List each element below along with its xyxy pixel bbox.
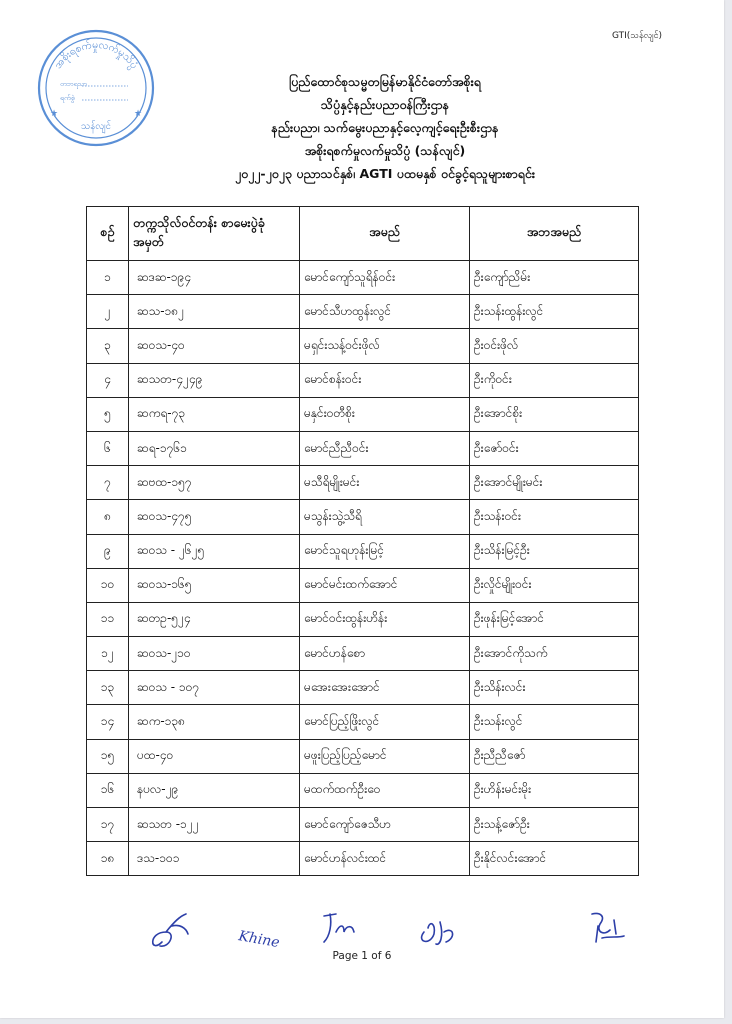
page-footer: Page 1 of 6	[332, 950, 392, 962]
row-index: ၁၅	[87, 739, 129, 773]
header-index: စဉ်	[87, 207, 129, 261]
table-row	[87, 842, 639, 876]
header-list-title: ၂၀၂၂-၂၀၂၃ ပညာသင်နှစ်၊ AGTI ပထမနှစ် ဝင်ခွင့်ရသူများစာရင်း	[234, 166, 536, 181]
row-name: မောင်မင်းထက်အောင်	[300, 568, 470, 602]
row-index: ၃	[87, 329, 129, 363]
row-father-name: ဦးသန့်ဇော်ဦး	[470, 808, 639, 842]
svg-text:အစိုးရစက်မှုလက်မှုသိပ္ပံ	[52, 38, 140, 72]
row-exam-number: ဆသ-၁၈၂	[129, 295, 300, 329]
row-index: ၈	[87, 500, 129, 534]
row-index: ၁၁	[87, 602, 129, 636]
row-exam-number: ဆဝသ-၄၀	[129, 329, 300, 363]
row-father-name: ဦးကျော်ညိမ်း	[470, 261, 639, 295]
table-row	[87, 773, 639, 807]
header-ministry: သိပ္ပံနှင့်နည်းပညာဝန်ကြီးဌာန	[320, 97, 450, 112]
row-name: မနှင်းဝတီစိုး	[300, 397, 470, 431]
seal-top-text: အစိုးရစက်မှုလက်မှုသိပ္ပံ	[51, 38, 141, 72]
row-name: မအေးအေးအောင်	[300, 671, 470, 705]
table-row	[87, 705, 639, 739]
row-exam-number: ဆဝသ-၂၁၀	[129, 637, 300, 671]
table-row	[87, 500, 639, 534]
table-row	[87, 261, 639, 295]
row-name: မောင်ဟန်လင်းထင်	[300, 842, 470, 876]
header-department: နည်းပညာ၊ သက်မွေးပညာနှင့်လေ့ကျင့်ရေးဦးစီးဌာန	[271, 120, 499, 135]
row-father-name: ဦးကိုဝင်း	[470, 363, 639, 397]
table-row	[87, 568, 639, 602]
row-index: ၁	[87, 261, 129, 295]
table-row	[87, 602, 639, 636]
table-row	[87, 808, 639, 842]
row-name: မရှင်းသန့်ဝင်းဖိုလ်	[300, 329, 470, 363]
row-father-name: ဦးလှိုင်မျိုးဝင်း	[470, 568, 639, 602]
table-row	[87, 397, 639, 431]
row-exam-number: ဆရ-၁၇၆၁	[129, 431, 300, 465]
signature-3	[324, 914, 354, 942]
row-index: ၁၇	[87, 808, 129, 842]
row-name: မောင်ဟန်စော	[300, 637, 470, 671]
row-father-name: ဦးသိန်းမြင့်ဦး	[470, 534, 639, 568]
row-index: ၁၆	[87, 773, 129, 807]
row-exam-number: ဆဝသ-၄၇၅	[129, 500, 300, 534]
row-name: မောင်ကျော်ဇေသီဟ	[300, 808, 470, 842]
table-row	[87, 637, 639, 671]
row-father-name: ဦးအောင်ကိုသက်	[470, 637, 639, 671]
signature-4	[422, 922, 453, 944]
seal-line1: တဘရသာ	[60, 80, 88, 88]
row-father-name: ဦးသန်းလွင်	[470, 705, 639, 739]
row-exam-number: ဆသတ -၁၂၂	[129, 808, 300, 842]
seal-star-right-icon: ★	[134, 109, 143, 119]
table-row	[87, 671, 639, 705]
row-exam-number: ဆကရ-၇၃	[129, 397, 300, 431]
row-father-name: ဦးဖုန်းမြင့်အောင်	[470, 602, 639, 636]
row-exam-number: ဆဗထ-၁၅၇	[129, 466, 300, 500]
table-row	[87, 329, 639, 363]
row-name: မထက်ထက်ဦးဝေ	[300, 773, 470, 807]
table-row	[87, 363, 639, 397]
signature-5	[592, 913, 624, 942]
row-name: မောင်ကျော်သူရိန်ဝင်း	[300, 261, 470, 295]
row-index: ၁၂	[87, 637, 129, 671]
row-index: ၁၀	[87, 568, 129, 602]
row-father-name: ဦးအောင်စိုး	[470, 397, 639, 431]
document-header	[150, 70, 620, 185]
table-row	[87, 431, 639, 465]
row-index: ၁၈	[87, 842, 129, 876]
signature-1	[153, 914, 188, 946]
row-exam-number: နပလ-၂၉	[129, 773, 300, 807]
row-father-name: ဦးဇော်ဝင်း	[470, 431, 639, 465]
row-father-name: ဦးသန်းထွန်းလွင်	[470, 295, 639, 329]
admission-table	[86, 206, 639, 876]
header-exam-number: တက္ကသိုလ်ဝင်တန်း စာမေးပွဲခုံအမှတ်	[129, 207, 300, 261]
corner-tag: GTI(သန်လျင်)	[611, 31, 662, 41]
seal-line2: ရက်စွဲ	[60, 94, 75, 102]
row-index: ၄	[87, 363, 129, 397]
header-government: ပြည်ထောင်စုသမ္မတမြန်မာနိုင်ငံတော်အစိုးရ	[289, 74, 481, 89]
row-index: ၆	[87, 431, 129, 465]
row-index: ၅	[87, 397, 129, 431]
row-father-name: ဦးနိုင်လင်းအောင်	[470, 842, 639, 876]
row-father-name: ဦးသိန်းလင်း	[470, 671, 639, 705]
row-father-name: ဦးဝင်းဖိုလ်	[470, 329, 639, 363]
header-father-name: အဘအမည်	[470, 207, 639, 261]
row-name: မောင်ညီညီဝင်း	[300, 431, 470, 465]
row-name: မသွန်းသွဲ့သီရိ	[300, 500, 470, 534]
row-father-name: ဦးအောင်မျိုးမင်း	[470, 466, 639, 500]
header-name: အမည်	[300, 207, 470, 261]
row-exam-number: ဒသ-၁၀၁	[129, 842, 300, 876]
row-father-name: ဦးဟိန်းမင်းမိုး	[470, 773, 639, 807]
row-index: ၇	[87, 466, 129, 500]
row-index: ၁၃	[87, 671, 129, 705]
row-name: မဖူးပြည့်ပြည့်မောင်	[300, 739, 470, 773]
row-index: ၂	[87, 295, 129, 329]
row-exam-number: ဆသတ-၄၂၄၉	[129, 363, 300, 397]
row-exam-number: ဆတဥ-၅၂၄	[129, 602, 300, 636]
row-name: မောင်သူရဟုန်းမြင့်	[300, 534, 470, 568]
institute-seal	[36, 28, 156, 148]
row-index: ၉	[87, 534, 129, 568]
row-name: မသီရိမျိုးမင်း	[300, 466, 470, 500]
row-exam-number: ဆက-၁၃၈	[129, 705, 300, 739]
table-row	[87, 295, 639, 329]
row-index: ၁၄	[87, 705, 129, 739]
row-name: မောင်ပြည့်ဖြိုးလွင်	[300, 705, 470, 739]
table-row	[87, 466, 639, 500]
row-exam-number: ဆဝသ - ၁၀၇	[129, 671, 300, 705]
row-exam-number: ဆဒဆ-၁၉၄	[129, 261, 300, 295]
row-name: မောင်ဝင်းထွန်းဟိန်း	[300, 602, 470, 636]
row-exam-number: ပထ-၄၀	[129, 739, 300, 773]
table-row	[87, 739, 639, 773]
header-institute: အစိုးရစက်မှုလက်မှုသိပ္ပံ (သန်လျင်)	[304, 143, 466, 158]
svg-text:Khine: Khine	[237, 928, 281, 952]
row-father-name: ဦးညီညီဇော်	[470, 739, 639, 773]
table-header-row	[87, 207, 639, 261]
seal-bottom-text: သန်လျင်	[81, 121, 111, 132]
table-row	[87, 534, 639, 568]
seal-star-left-icon: ★	[50, 109, 59, 119]
row-father-name: ဦးသန်းဝင်း	[470, 500, 639, 534]
row-exam-number: ဆဝသ-၁၆၅	[129, 568, 300, 602]
row-name: မောင်သီဟထွန်းလွင်	[300, 295, 470, 329]
row-name: မောင်စန်းဝင်း	[300, 363, 470, 397]
row-exam-number: ဆဝသ - ၂၆၂၅	[129, 534, 300, 568]
